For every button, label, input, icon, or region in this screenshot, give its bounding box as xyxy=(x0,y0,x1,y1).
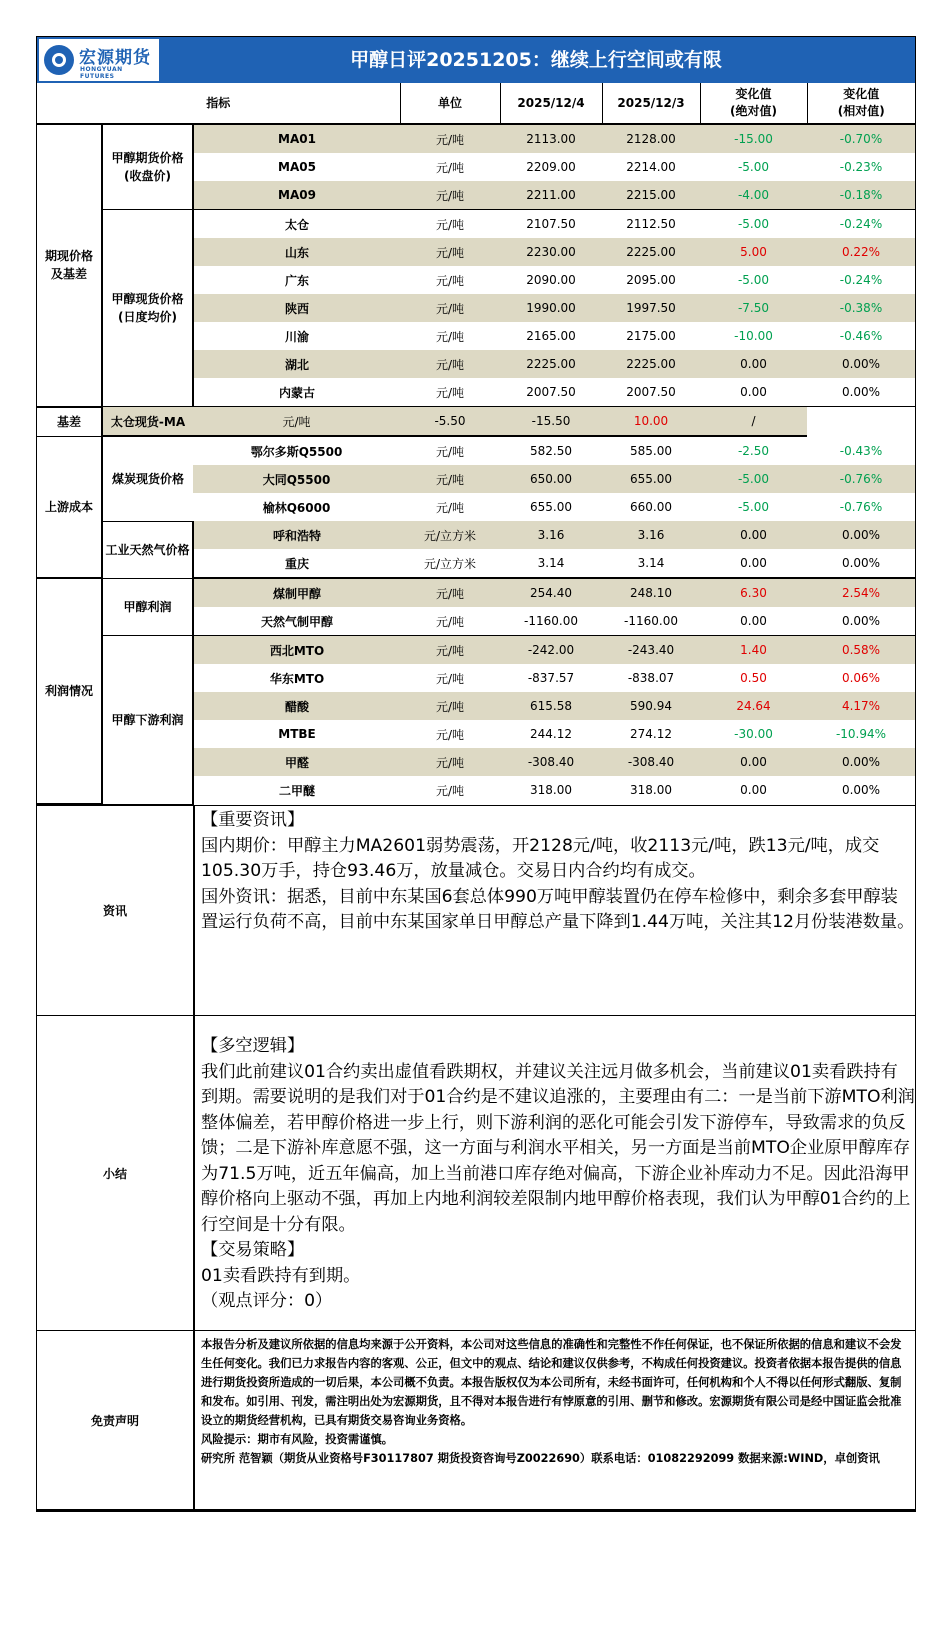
row-subgroup-label: 甲醇期货价格 (收盘价) xyxy=(111,151,184,183)
row-value-date1: 2113.00 xyxy=(500,124,602,153)
row-category-label: 期现价格 及基差 xyxy=(44,249,93,282)
row-change-rel: -0.24% xyxy=(839,273,883,287)
col-change-abs xyxy=(700,83,807,124)
row-unit: 元/吨 xyxy=(435,217,465,232)
row-name: 华东MTO xyxy=(269,671,325,686)
row-value-date2: 274.12 xyxy=(630,727,672,741)
row-value-date1: 2165.00 xyxy=(526,329,576,343)
row-value-date1: -1160.00 xyxy=(500,607,602,636)
row-change-rel: -0.23% xyxy=(839,160,883,174)
row-subgroup-label: 甲醇下游利润 xyxy=(111,712,184,727)
row-change-abs: 0.00 xyxy=(700,521,807,549)
row-value-date1: 254.40 xyxy=(500,578,602,607)
row-unit: 元/吨 xyxy=(400,636,500,665)
row-change-abs: -4.00 xyxy=(700,181,807,210)
row-unit: 元/吨 xyxy=(400,465,500,493)
row-category-label: 上游成本 xyxy=(44,499,93,514)
row-change-abs: -5.00 xyxy=(700,465,807,493)
row-unit: 元/吨 xyxy=(435,444,465,459)
row-name: 太仓 xyxy=(284,217,309,232)
row-name: 二甲醚 xyxy=(278,783,315,798)
row-unit: 元/立方米 xyxy=(400,549,500,578)
row-name: 醋酸 xyxy=(193,692,400,720)
row-change-abs: -5.00 xyxy=(737,500,770,514)
row-change-abs: -10.00 xyxy=(734,329,773,343)
row-value-date2: -15.50 xyxy=(500,407,602,437)
risk-warning: 风险提示：期市有风险，投资需谨慎。 xyxy=(201,1433,394,1446)
row-change-rel: -0.24% xyxy=(839,217,883,231)
summary-content xyxy=(195,1016,915,1330)
row-change-rel: -0.76% xyxy=(839,500,883,514)
report-title: 甲醇日评20251205：继续上行空间或有限 xyxy=(350,49,722,71)
row-change-abs: -7.50 xyxy=(700,294,807,322)
row-change-rel: 0.00% xyxy=(807,350,915,378)
row-value-date1: 2107.50 xyxy=(526,217,576,231)
row-name: MA09 xyxy=(193,181,400,210)
disclaimer-text: 本报告分析及建议所依据的信息均来源于公开资料，本公司对这些信息的准确性和完整性不作任何保证，也不保证所依据的信息和建议不会发生任何变化。我们已力求报告内容的客观、公正，但文中的观点、结论和建议仅供参考，不构成任何投资建议。投资者依据本报告提供的信息进行期货投资所造成的一切后果，本公司概不负责。本报告版权仅为本公司所有，未经书面许可，任何机构和个人不得以任何形式翻版、复制和发布。如引用、刊发，需注明出处为宏源期货，且不得对本报告进行有悖原意的引用、删节和修改。宏源期货有限公司是经中国证监会批准设立的期货经营机构，已具有期货交易咨询业务资格。 xyxy=(201,1338,902,1427)
row-value-date1: 2090.00 xyxy=(526,273,576,287)
row-unit: 元/吨 xyxy=(435,671,465,686)
row-name: 山东 xyxy=(193,238,400,266)
table-row xyxy=(37,436,915,465)
row-value-date1: 2209.00 xyxy=(526,160,576,174)
col-indicator: 指标 xyxy=(37,83,400,124)
row-value-date2: 2112.50 xyxy=(626,217,676,231)
col-date1: 2025/12/4 xyxy=(500,83,602,124)
row-name: 煤制甲醇 xyxy=(193,578,400,607)
row-subgroup-label: 工业天然气价格 xyxy=(105,542,190,557)
row-value-date1: 244.12 xyxy=(530,727,572,741)
col-change-rel xyxy=(807,83,915,124)
strategy-heading: 【交易策略】 xyxy=(201,1240,305,1260)
row-change-abs: 6.30 xyxy=(700,578,807,607)
row-value-date1: 615.58 xyxy=(500,692,602,720)
row-name: MTBE xyxy=(278,727,316,741)
row-unit: 元/吨 xyxy=(400,238,500,266)
row-value-date2: 2095.00 xyxy=(626,273,676,287)
info-label: 资讯 xyxy=(37,806,195,1015)
row-change-rel: 0.00% xyxy=(807,607,915,636)
row-change-rel: / xyxy=(700,407,807,437)
row-value-date2: 590.94 xyxy=(602,692,700,720)
row-value-date2: 2128.00 xyxy=(602,124,700,153)
row-unit: 元/吨 xyxy=(435,160,465,175)
row-change-abs: 0.00 xyxy=(740,783,767,797)
row-change-rel: 0.06% xyxy=(841,671,881,685)
credits: 研究所 范智颖（期货从业资格号F30117807 期货投资咨询号Z0022690）联系电话：01082292099 数据来源:WIND，卓创资讯 xyxy=(201,1452,880,1465)
row-category xyxy=(37,124,102,407)
row-change-abs: -15.00 xyxy=(700,124,807,153)
table-body xyxy=(37,124,915,804)
row-change-abs: 0.00 xyxy=(700,378,807,407)
row-value-date2: 1997.50 xyxy=(602,294,700,322)
table-row xyxy=(37,210,915,239)
row-change-rel: -0.46% xyxy=(839,329,883,343)
row-name: 大同Q5500 xyxy=(193,465,400,493)
col-change-abs-label: 变化值 (绝对值) xyxy=(730,87,777,118)
row-change-rel: 2.54% xyxy=(807,578,915,607)
logo-subtext: HONGYUAN FUTURES xyxy=(80,66,123,80)
row-subgroup xyxy=(102,436,193,521)
row-unit: 元/吨 xyxy=(400,378,500,407)
row-change-abs: -2.50 xyxy=(737,444,770,458)
disclaimer-section xyxy=(37,1330,915,1511)
row-value-date1: 650.00 xyxy=(500,465,602,493)
disclaimer-label: 免责声明 xyxy=(37,1331,195,1509)
table-row xyxy=(37,636,915,665)
row-change-rel: -0.18% xyxy=(807,181,915,210)
row-change-abs: 1.40 xyxy=(700,636,807,665)
col-unit: 单位 xyxy=(400,83,500,124)
logo-text: 宏源期货 xyxy=(79,48,151,68)
row-change-rel: 0.58% xyxy=(807,636,915,665)
row-unit: 元/吨 xyxy=(435,727,465,742)
row-change-abs: 0.00 xyxy=(700,607,807,636)
row-value-date1: 2211.00 xyxy=(500,181,602,210)
row-change-rel: -10.94% xyxy=(835,727,887,741)
row-name: 呼和浩特 xyxy=(193,521,400,549)
row-change-abs: -5.00 xyxy=(737,160,770,174)
row-change-abs: 0.50 xyxy=(740,671,767,685)
row-unit: 元/吨 xyxy=(400,124,500,153)
row-change-abs: -30.00 xyxy=(734,727,773,741)
row-value-date2: 2225.00 xyxy=(602,238,700,266)
row-value-date1: 318.00 xyxy=(530,783,572,797)
row-unit: 元/吨 xyxy=(400,692,500,720)
row-change-rel: 0.00% xyxy=(807,549,915,578)
table-row xyxy=(37,578,915,607)
col-change-rel-label: 变化值 (相对值) xyxy=(837,87,885,118)
row-unit: 元/吨 xyxy=(435,500,465,515)
row-unit: 元/吨 xyxy=(435,329,465,344)
row-subgroup xyxy=(37,407,102,437)
row-value-date2: 2175.00 xyxy=(626,329,676,343)
row-value-date2: 3.16 xyxy=(602,521,700,549)
row-change-rel: 0.22% xyxy=(807,238,915,266)
row-unit: 元/吨 xyxy=(400,350,500,378)
row-unit: 元/吨 xyxy=(435,783,465,798)
row-value-date1: 582.50 xyxy=(530,444,572,458)
row-value-date2: 660.00 xyxy=(630,500,672,514)
info-overseas: 国外资讯：据悉，目前中东某国6套总体990万吨甲醇装置仍在停车检修中，剩余多套甲醇装置运行负荷不高，目前中东某国家单日甲醇总产量下降到1.44万吨，关注其12月份装港数量。 xyxy=(201,886,915,932)
row-name: 鄂尔多斯Q5500 xyxy=(250,444,343,459)
table-row xyxy=(37,407,915,437)
row-name: 湖北 xyxy=(193,350,400,378)
table-row xyxy=(37,521,915,549)
row-change-rel: -0.38% xyxy=(807,294,915,322)
col-date2: 2025/12/3 xyxy=(602,83,700,124)
row-subgroup xyxy=(102,578,193,636)
row-name: 天然气制甲醇 xyxy=(193,607,400,636)
row-value-date2: 248.10 xyxy=(602,578,700,607)
row-change-abs: -5.00 xyxy=(737,217,770,231)
row-subgroup-label: 甲醇现货价格 (日度均价) xyxy=(111,292,184,324)
row-name: 太仓现货-MA xyxy=(102,407,193,437)
row-subgroup xyxy=(102,210,193,407)
row-value-date2: 318.00 xyxy=(630,783,672,797)
title-bar xyxy=(37,37,915,83)
row-unit: 元/吨 xyxy=(400,294,500,322)
row-unit: 元/吨 xyxy=(435,273,465,288)
row-unit: 元/吨 xyxy=(400,181,500,210)
row-value-date1: 1990.00 xyxy=(500,294,602,322)
row-subgroup-label: 基差 xyxy=(56,414,81,429)
row-name: 甲醛 xyxy=(193,748,400,776)
row-value-date1: 2230.00 xyxy=(500,238,602,266)
row-change-abs: 0.00 xyxy=(700,549,807,578)
row-change-abs: 5.00 xyxy=(700,238,807,266)
row-change-rel: 0.00% xyxy=(807,748,915,776)
row-value-date1: 3.14 xyxy=(500,549,602,578)
row-unit: 元/吨 xyxy=(400,607,500,636)
row-value-date2: -838.07 xyxy=(627,671,675,685)
row-value-date2: -308.40 xyxy=(602,748,700,776)
row-change-rel: -0.76% xyxy=(807,465,915,493)
row-value-date1: -308.40 xyxy=(500,748,602,776)
row-value-date1: -242.00 xyxy=(500,636,602,665)
disclaimer-content xyxy=(195,1331,915,1509)
row-value-date2: 3.14 xyxy=(602,549,700,578)
info-domestic: 国内期价：甲醇主力MA2601弱势震荡，开2128元/吨，收2113元/吨，跌13元/吨，成交105.30万手，持仓93.46万，放量减仓。交易日内合约均有成交。 xyxy=(201,835,880,881)
company-logo xyxy=(39,39,159,81)
row-value-date2: -1160.00 xyxy=(602,607,700,636)
row-value-date1: 655.00 xyxy=(530,500,572,514)
row-change-abs: 0.00 xyxy=(700,350,807,378)
info-section xyxy=(37,805,915,1015)
row-name: 重庆 xyxy=(193,549,400,578)
row-value-date2: 585.00 xyxy=(630,444,672,458)
row-unit: 元/吨 xyxy=(193,407,400,437)
row-value-date2: 2214.00 xyxy=(626,160,676,174)
row-value-date1: -837.57 xyxy=(527,671,575,685)
row-subgroup xyxy=(102,124,193,210)
row-change-rel: -0.70% xyxy=(807,124,915,153)
row-subgroup xyxy=(102,521,193,578)
report-sheet xyxy=(36,36,916,1512)
row-value-date2: 2225.00 xyxy=(602,350,700,378)
row-unit: 元/吨 xyxy=(400,748,500,776)
row-change-abs: 0.00 xyxy=(700,748,807,776)
row-value-date2: 655.00 xyxy=(602,465,700,493)
strategy-text: 01卖看跌持有到期。 xyxy=(201,1265,361,1286)
row-change-abs: 24.64 xyxy=(700,692,807,720)
table-row xyxy=(37,124,915,153)
row-category-label: 利润情况 xyxy=(44,684,93,698)
logic-heading: 【多空逻辑】 xyxy=(201,1036,305,1056)
row-value-date2: 2007.50 xyxy=(602,378,700,407)
row-category xyxy=(37,578,102,804)
row-unit: 元/立方米 xyxy=(400,521,500,549)
row-name: 西北MTO xyxy=(193,636,400,665)
row-change-rel: 4.17% xyxy=(807,692,915,720)
row-change-rel: -0.43% xyxy=(839,443,883,458)
row-name: 川渝 xyxy=(284,329,309,344)
row-change-rel: 0.00% xyxy=(807,378,915,407)
row-name: MA01 xyxy=(193,124,400,153)
row-name: MA05 xyxy=(278,160,316,174)
row-value-date1: 3.16 xyxy=(500,521,602,549)
info-heading: 【重要资讯】 xyxy=(201,810,305,830)
row-category xyxy=(37,436,102,578)
row-change-rel: 0.00% xyxy=(841,783,881,797)
logic-text: 我们此前建议01合约卖出虚值看跌期权，并建议关注远月做多机会，当前建议01卖看跌持有到期。需要说明的是我们对于01合约是不建议追涨的，主要理由有二：一是当前下游MTO利润整体偏差，若甲醇价格进一步上行，则下游利润的恶化可能会引发下游停车，导致需求的负反馈；二是下游补库意愿不强，这一方面与利润水平相关，另一方面是当前MTO企业原甲醇库存为71.5万吨，近五年偏高，加上当前港口库存绝对偏高，下游企业补库动力不足。因此沿海甲醇价格向上驱动不强，再加上内地利润较差限制内地甲醇价格表现，我们认为甲醇01合约的上行空间是十分有限。 xyxy=(201,1061,915,1235)
row-unit: 元/吨 xyxy=(400,578,500,607)
logo-icon xyxy=(44,45,74,75)
row-subgroup-label: 煤炭现货价格 xyxy=(111,471,184,486)
row-change-rel: 0.00% xyxy=(807,521,915,549)
row-value-date1: -5.50 xyxy=(400,407,500,437)
row-value-date1: 2225.00 xyxy=(500,350,602,378)
row-name: 内蒙古 xyxy=(193,378,400,407)
data-table xyxy=(37,83,915,805)
row-change-abs: 10.00 xyxy=(602,407,700,437)
info-content xyxy=(195,806,915,1015)
row-value-date2: 2215.00 xyxy=(602,181,700,210)
row-name: 榆林Q6000 xyxy=(262,500,331,515)
row-subgroup xyxy=(102,636,193,805)
view-score: （观点评分：0） xyxy=(201,1291,333,1311)
summary-label: 小结 xyxy=(37,1016,195,1330)
row-name: 陕西 xyxy=(193,294,400,322)
table-header xyxy=(37,83,915,124)
row-name: 广东 xyxy=(284,273,309,288)
row-change-abs: -5.00 xyxy=(737,273,770,287)
row-value-date1: 2007.50 xyxy=(500,378,602,407)
summary-section xyxy=(37,1015,915,1330)
row-subgroup-label: 甲醇利润 xyxy=(123,599,172,614)
row-value-date2: -243.40 xyxy=(602,636,700,665)
